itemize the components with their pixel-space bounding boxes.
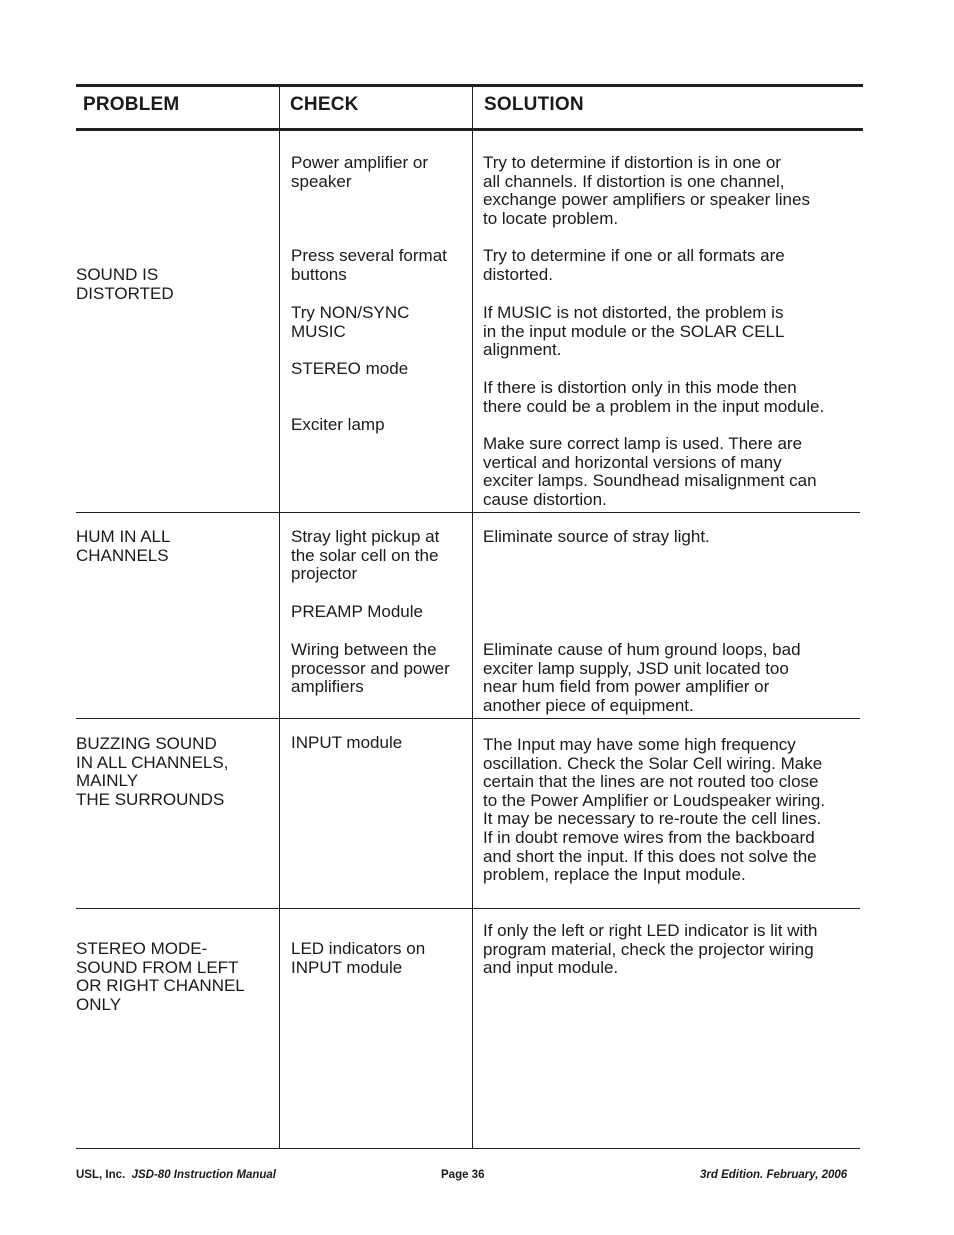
check-cell: LED indicators on INPUT module [291,939,426,977]
solution-cell: The Input may have some high frequency oscillation. Check the Solar Cell wiring. Make certain that the lines are not routed too close to the Power Amplifier or Loudspeaker wiring. It may be necessary to re-route the cell lines. If in doubt remove wires from the backboard and short the input. If this does not solve the problem, replace the Input module. [483,735,826,885]
solution-cell: If there is distortion only in this mode then there could be a problem in the input module. [483,378,825,416]
table-bottom-rule [76,1148,860,1149]
table-top-rule [76,84,863,87]
check-cell: Exciter lamp [291,415,385,434]
footer-company: USL, Inc. [76,1169,126,1181]
row-divider [76,908,860,909]
solution-cell: Make sure correct lamp is used. There are vertical and horizontal versions of many exciter lamps. Soundhead misalignment can cause distortion. [483,434,817,509]
check-cell: Press several format buttons [291,246,447,284]
column-divider [472,86,473,1149]
header-check: CHECK [290,94,359,115]
header-bottom-rule [76,128,863,131]
problem-cell: STEREO MODE- SOUND FROM LEFT OR RIGHT CHANNEL ONLY [76,939,245,1014]
footer-manual: JSD-80 Instruction Manual [131,1169,277,1181]
footer-edition [700,1169,847,1181]
footer-edition-text: 3rd Edition. February, 2006 [700,1169,848,1181]
check-cell: Wiring between the processor and power amplifiers [291,640,450,697]
row-divider [76,512,860,513]
solution-cell: Try to determine if one or all formats are distorted. [483,246,785,284]
check-cell: STEREO mode [291,359,409,378]
check-cell: PREAMP Module [291,602,423,621]
check-cell: INPUT module [291,733,403,752]
problem-cell: HUM IN ALL CHANNELS [76,527,171,565]
header-solution: SOLUTION [484,94,584,115]
header-problem: PROBLEM [83,94,180,115]
solution-cell: Try to determine if distortion is in one or all channels. If distortion is one channel, exchange power amplifiers or speaker lines to locate problem. [483,153,810,228]
solution-cell: Eliminate cause of hum ground loops, bad exciter lamp supply, JSD unit located too near hum field from power amplifier or another piece of equipment. [483,640,801,715]
solution-cell: If MUSIC is not distorted, the problem is in the input module or the SOLAR CELL alignment. [483,303,785,360]
check-cell: Power amplifier or speaker [291,153,428,191]
check-cell: Stray light pickup at the solar cell on the projector [291,527,440,584]
check-cell: Try NON/SYNC MUSIC [291,303,410,341]
problem-cell: SOUND IS DISTORTED [76,265,174,303]
column-divider [279,86,280,1149]
problem-cell: BUZZING SOUND IN ALL CHANNELS, MAINLY THE SURROUNDS [76,734,229,809]
solution-cell: Eliminate source of stray light. [483,527,710,546]
row-divider [76,718,860,719]
footer-page: Page 36 [441,1169,485,1181]
footer-left [76,1169,276,1181]
solution-cell: If only the left or right LED indicator is lit with program material, check the projector wiring and input module. [483,921,818,978]
